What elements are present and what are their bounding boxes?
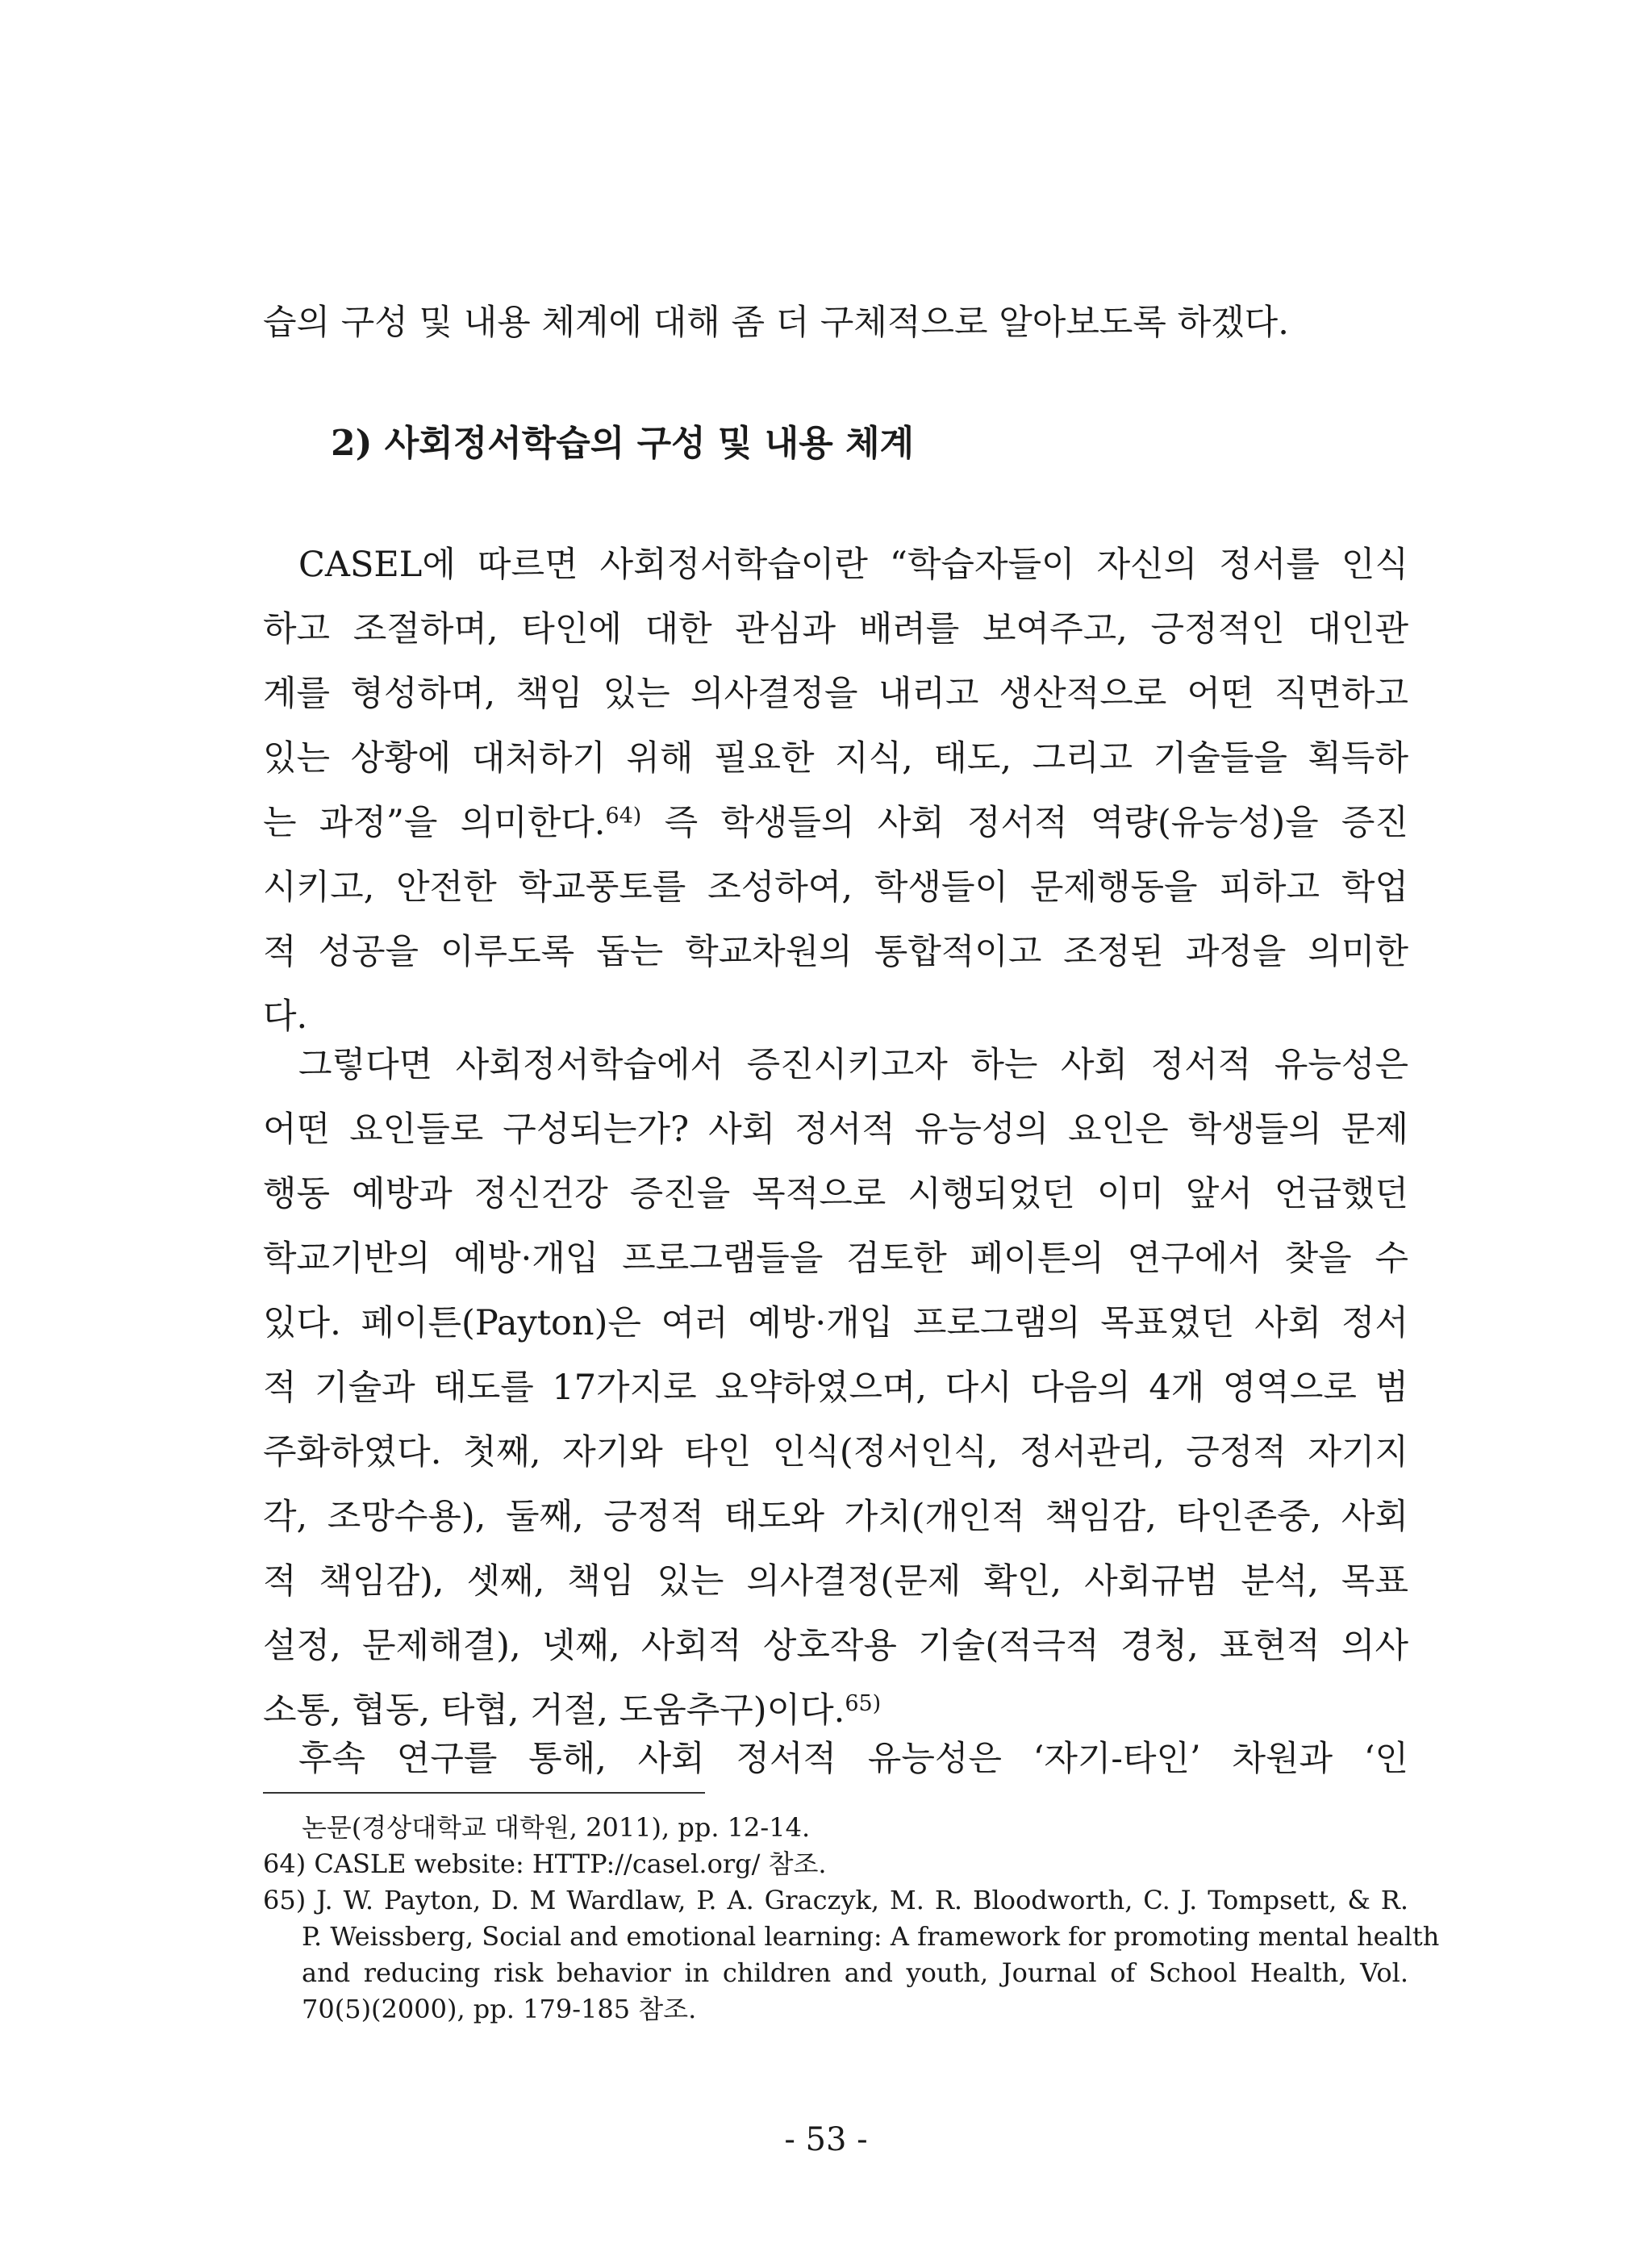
intro-line: 습의 구성 및 내용 체계에 대해 좀 더 구체적으로 알아보도록 하겠다. (263, 303, 1289, 343)
paragraph-text: 는 과정”을 의미한다. (263, 803, 606, 843)
footnote-ref-64[interactable]: 64) (605, 804, 642, 829)
paragraph-text: 즉 학생들의 사회 정서적 역량(유능성)을 증진 (641, 803, 1408, 843)
paragraph-line: 시키고, 안전한 학교풍토를 조성하여, 학생들이 문제행동을 피하고 학업 (263, 867, 1408, 908)
footnote-65-line: 65) J. W. Payton, D. M Wardlaw, P. A. Graczyk, M. R. Bloodworth, C. J. Tompsett, & R. (263, 1885, 1408, 1915)
paragraph-line: 설정, 문제해결), 넷째, 사회적 상호작용 기술(적극적 경청, 표현적 의사 (263, 1626, 1408, 1666)
paragraph-line: 계를 형성하며, 책임 있는 의사결정을 내리고 생산적으로 어떤 직면하고 (263, 674, 1408, 714)
paragraph-line: CASEL에 따르면 사회정서학습이란 “학습자들이 자신의 정서를 인식 (298, 545, 1408, 585)
paragraph-line: 주화하였다. 첫째, 자기와 타인 인식(정서인식, 정서관리, 긍정적 자기지 (263, 1432, 1408, 1472)
footnote-ref-65[interactable]: 65) (845, 1691, 882, 1716)
paragraph-line: 그렇다면 사회정서학습에서 증진시키고자 하는 사회 정서적 유능성은 (298, 1045, 1408, 1085)
footnote-65-line: P. Weissberg, Social and emotional learning: A framework for promoting mental health (302, 1921, 1440, 1952)
footnote-65-line: and reducing risk behavior in children and youth, Journal of School Health, Vol. (302, 1957, 1408, 1988)
paragraph-line: 있다. 페이튼(Payton)은 여러 예방·개입 프로그램의 목표였던 사회 정서 (263, 1303, 1408, 1343)
footnote-continuation: 논문(경상대학교 대학원, 2011), pp. 12-14. (302, 1812, 811, 1843)
paragraph-line: 적 성공을 이루도록 돕는 학교차원의 통합적이고 조정된 과정을 의미한 (263, 932, 1408, 972)
paragraph-line: 학교기반의 예방·개입 프로그램들을 검토한 페이튼의 연구에서 찾을 수 (263, 1239, 1408, 1279)
section-heading: 2) 사회정서학습의 구성 및 내용 체계 (331, 423, 915, 464)
paragraph-text: 소통, 협동, 타협, 거절, 도움추구)이다. (263, 1690, 845, 1731)
paragraph-line: 적 책임감), 셋째, 책임 있는 의사결정(문제 확인, 사회규범 분석, 목표 (263, 1561, 1408, 1602)
paragraph-line: 적 기술과 태도를 17가지로 요약하였으며, 다시 다음의 4개 영역으로 범 (263, 1368, 1408, 1408)
paragraph-line (263, 1686, 1408, 1735)
paragraph-3-line: 후속 연구를 통해, 사회 정서적 유능성은 ‘자기-타인’ 차원과 ‘인 (298, 1739, 1408, 1779)
paragraph-line: 있는 상황에 대처하기 위해 필요한 지식, 태도, 그리고 기술들을 획득하 (263, 738, 1408, 779)
footnote-divider (263, 1792, 705, 1794)
paragraph-line: 어떤 요인들로 구성되는가? 사회 정서적 유능성의 요인은 학생들의 문제 (263, 1109, 1408, 1150)
paragraph-line: 행동 예방과 정신건강 증진을 목적으로 시행되었던 이미 앞서 언급했던 (263, 1174, 1408, 1214)
page-number: - 53 - (784, 2121, 868, 2158)
paragraph-line: 하고 조절하며, 타인에 대한 관심과 배려를 보여주고, 긍정적인 대인관 (263, 609, 1408, 650)
paragraph-line: 다. (263, 996, 308, 1037)
footnote-64: 64) CASLE website: HTTP://casel.org/ 참조. (263, 1848, 827, 1879)
paragraph-line: 각, 조망수용), 둘째, 긍정적 태도와 가치(개인적 책임감, 타인존중, 사회 (263, 1497, 1408, 1537)
paragraph-line (263, 799, 1408, 847)
footnote-65-line: 70(5)(2000), pp. 179-185 참조. (302, 1994, 697, 2024)
